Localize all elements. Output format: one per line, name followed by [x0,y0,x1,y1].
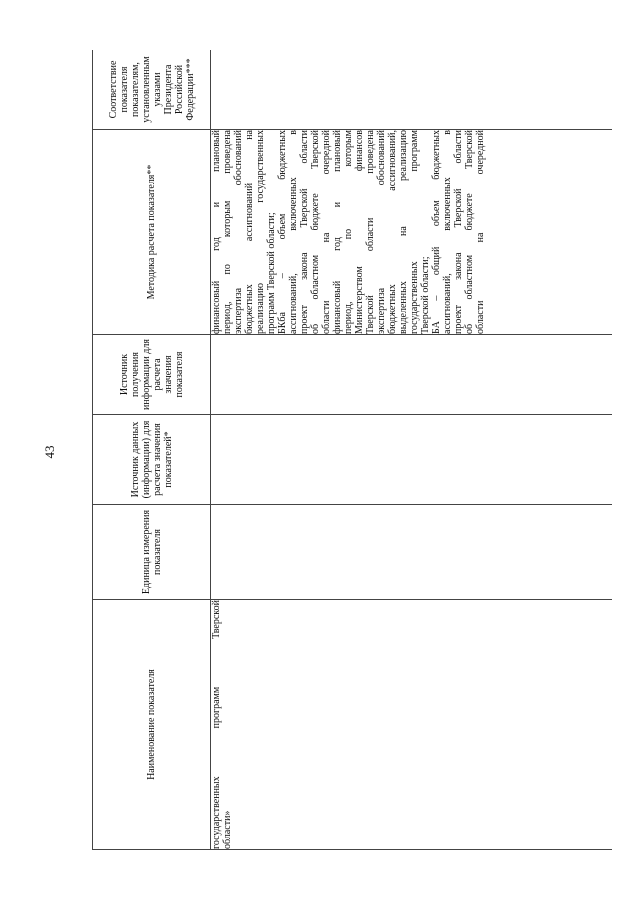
methodology-line: Тверской области; [420,256,431,334]
methodology-line: проект закона Тверской области [299,130,310,334]
header-methodology: Методика расчета показателя** [93,130,211,335]
methodology-line: Тверской области проведена [365,130,376,334]
methodology-line: об областном бюджете Тверской [310,130,321,334]
methodology-line: период, по которым проведена [222,130,233,334]
table-header-row [93,50,211,850]
methodology-line: программ Тверской области; [266,212,277,334]
methodology-line: бюджетных ассигнований, [387,130,398,334]
methodology-line: экспертиза обоснований [233,130,244,334]
methodology-line: государственных программ [409,130,420,334]
methodology-line: ассигнований, включенных в [442,130,453,334]
header-info-source: Источник получения информации для расчета значения показателя [93,335,211,415]
methodology-line: реализацию государственных [255,130,266,334]
name-line: государственных программ Тверской [211,600,222,849]
cell-unit [211,505,613,600]
methodology-line: Министерством финансов [354,130,365,334]
header-correspondence: Соответствие показателя показателям, установленным указами Президента Российской Федерации*** [93,50,211,130]
cell-info-source [211,335,613,415]
methodology-line: финансовый год и плановый [332,130,343,334]
rotated-table-frame [92,50,612,850]
methodology-line: об областном бюджете Тверской [464,130,475,334]
methodology-line: выделенных на реализацию [398,130,409,334]
methodology-line: области на очередной [321,130,332,334]
cell-correspondence [211,50,613,130]
methodology-line: БА – общий объем бюджетных [431,130,442,334]
methodology-line: проект закона Тверской области [453,130,464,334]
methodology-line: ассигнований, включенных в [288,130,299,334]
methodology-line: период, по которым [343,130,354,334]
methodology-line: бюджетных ассигнований на [244,130,255,334]
methodology-line: БКба – объем бюджетных [277,130,288,334]
header-data-source: Источник данных (информации) для расчета значения показателей* [93,415,211,505]
cell-indicator-name [211,600,613,850]
table-container [92,50,612,850]
page-number: 43 [42,445,57,459]
header-unit: Единица измерения показателя [93,505,211,600]
header-indicator-name: Наименование показателя [93,600,211,850]
cell-data-source [211,415,613,505]
methodology-line: финансовый год и плановый [211,130,222,334]
methodology-line: экспертиза обоснований [376,130,387,334]
indicator-table [92,50,612,850]
methodology-line: области на очередной [475,130,486,334]
table-row [211,50,613,850]
cell-methodology [211,130,613,335]
name-line: области» [222,810,233,849]
